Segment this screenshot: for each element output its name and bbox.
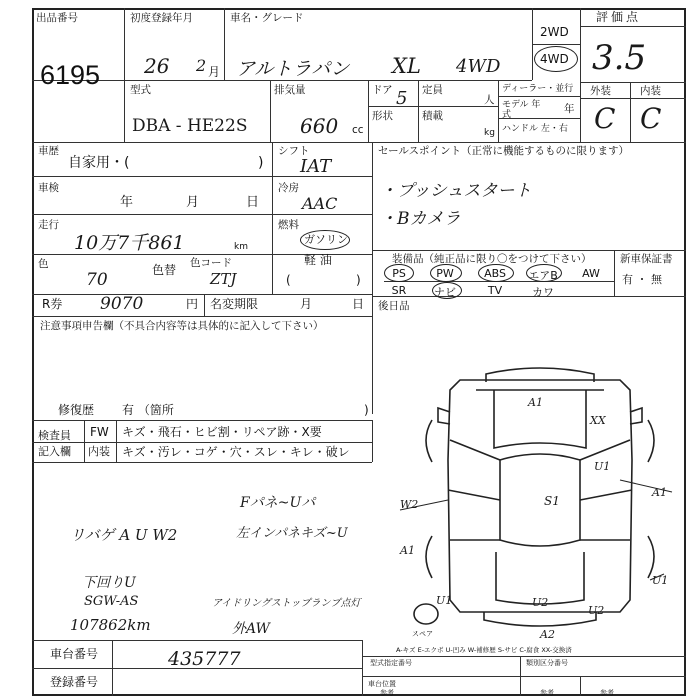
year-unit: 年 [564, 103, 575, 115]
shift: IAT [300, 156, 332, 177]
color: 70 [86, 270, 108, 290]
damage-mark: W2 [400, 498, 419, 511]
equipment-pw: PW [436, 267, 454, 280]
first-reg-label: 初度登録年月 [130, 12, 193, 24]
name-change-label: 名変期限 [210, 297, 259, 311]
exterior-label: 外装 [590, 85, 611, 97]
mileage: 10万7千861 [74, 232, 185, 254]
color-code: ZTJ [210, 270, 237, 288]
chassis-label: 車台位置 [368, 680, 396, 688]
inspection-day: 日 [246, 195, 260, 210]
repair-value: 有 （箇所 [122, 403, 174, 417]
repair-label: 修復歴 [58, 403, 95, 417]
damage-mark: S1 [544, 494, 560, 508]
first-reg-month-unit: 月 [208, 65, 221, 79]
grade: XL [392, 54, 421, 78]
divider [32, 640, 362, 641]
fw-label: FW [90, 425, 109, 439]
ac: AAC [302, 194, 338, 213]
shape-label: 形状 [372, 110, 393, 122]
exterior-grade: C [594, 102, 616, 135]
recycle-label: R券 [42, 297, 63, 311]
handwritten-note: 左インパネキズ~U [236, 526, 348, 541]
name-change-day: 日 [352, 297, 365, 311]
inspector-label: 検査員 記入欄 [38, 429, 71, 458]
model-label: 型式 [130, 84, 151, 96]
damage-mark: A1 [652, 486, 667, 499]
sales-label: セールスポイント（正常に機能するものに限ります） [378, 145, 630, 157]
handwritten-note: SGW-AS [84, 594, 139, 609]
diagram-legend: A-キズ E-エクボ U-凹み W-補修歴 S-サビ C-腐食 XX-交換済 [396, 646, 572, 654]
damage-mark: U2 [588, 604, 605, 617]
name-change-month: 月 [300, 297, 313, 311]
damage-mark: A2 [540, 628, 555, 641]
interior-items: キズ・汚レ・コゲ・穴・スレ・キレ・破レ [122, 445, 350, 459]
car-name-label: 車名・グレード [230, 12, 304, 24]
color-code-label: 色コード [190, 257, 232, 269]
equipment-ps: PS [392, 267, 406, 280]
displacement: 660 [300, 114, 339, 138]
doors-label: ドア [372, 84, 393, 96]
capacity-label: 定員 [422, 84, 443, 96]
handwritten-note: Fパネ~Uパ [240, 495, 316, 511]
interior-label: 内装 [88, 445, 110, 458]
inspection-year: 年 [120, 195, 134, 210]
damage-mark: U1 [436, 594, 453, 607]
fuel-diesel: 軽 油 [304, 253, 332, 267]
equipment-sr: SR [391, 284, 407, 297]
doors: 5 [396, 88, 408, 109]
model-year-label: モデル 年式 [502, 100, 541, 120]
color-label: 色 [38, 258, 49, 270]
handle-label: ハンドル 左・右 [502, 124, 568, 134]
divider [362, 656, 686, 657]
repair-close: ) [364, 403, 369, 417]
displacement-label: 排気量 [274, 84, 306, 96]
ref-label: 参考 [540, 689, 554, 697]
model: DBA - HE22S [132, 116, 248, 136]
divider [580, 676, 581, 696]
warranty-label: 新車保証書 [620, 253, 673, 265]
sales-point-2: ・Bカメラ [380, 209, 461, 229]
divider [362, 676, 686, 677]
notes-label: 注意事項申告欄（不具合内容等は具体的に記入して下さい） [40, 320, 324, 332]
equipment-airbag: エアB [528, 269, 558, 282]
divider [362, 640, 363, 696]
plate-label: 車台番号 [50, 647, 99, 661]
lot-no-label: 出品番号 [36, 12, 78, 24]
handwritten-note: 107862km [70, 616, 151, 634]
drive-2wd: 2WD [540, 25, 569, 39]
type-designation-label: 型式指定番号 [370, 659, 412, 667]
category-label: 類別区分番号 [526, 659, 568, 667]
history-value: 自家用・( [68, 155, 130, 171]
interior-label: 内装 [640, 85, 661, 97]
divider [520, 656, 521, 696]
shift-label: シフト [278, 145, 310, 157]
history-label: 車歴 [38, 145, 59, 157]
equipment-leather: カワ [532, 286, 554, 299]
handwritten-note: 外AW [232, 621, 270, 637]
fuel-open: ( [286, 273, 291, 287]
load-unit: kg [484, 128, 495, 138]
fuel-label: 燃料 [278, 219, 299, 231]
damage-mark: U2 [532, 596, 549, 609]
history-close: ) [258, 155, 264, 171]
damage-mark: A1 [528, 396, 543, 409]
load-label: 積載 [422, 110, 443, 122]
score: 3.5 [592, 38, 647, 78]
repaint-label: 色替 [152, 263, 177, 277]
score-label: 評価点 [596, 10, 642, 24]
car-name: アルトラパン [236, 58, 350, 80]
lot-no: 6195 [40, 60, 101, 90]
aftermarket-label: 後日品 [378, 300, 410, 312]
equipment-aw: AW [582, 267, 600, 280]
ref-label: 参考 [380, 689, 394, 697]
drive-4wd: 4WD [540, 52, 569, 66]
equipment-label: 装備品（純正品に限り〇をつけて下さい） [392, 253, 592, 265]
warranty-value: 有 ・ 無 [622, 273, 662, 286]
fw-items: キズ・飛石・ヒビ割・リペア跡・X要 [122, 425, 322, 439]
dealer-label: ディーラー・並行 [502, 84, 574, 94]
equipment-navi: ナビ [434, 286, 456, 299]
plate-value: 435777 [168, 648, 241, 670]
ref-label: 参考 [600, 689, 614, 697]
recycle-unit: 円 [186, 297, 199, 311]
damage-mark: U1 [594, 460, 611, 473]
mileage-label: 走行 [38, 219, 59, 231]
damage-mark: U1 [652, 574, 669, 587]
handwritten-note: 下回りU [82, 575, 136, 591]
first-reg-month: 2 [196, 56, 207, 75]
divider [112, 640, 113, 696]
damage-mark: XX [590, 414, 606, 427]
inspection-month: 月 [186, 195, 200, 210]
damage-mark: A1 [400, 544, 415, 557]
handwritten-note: リバゲ A U W2 [70, 526, 178, 544]
ac-label: 冷房 [278, 182, 299, 194]
sales-point-1: ・プッシュスタート [380, 181, 532, 201]
interior-grade: C [640, 102, 662, 135]
drive-hw: 4WD [456, 56, 501, 77]
handwritten-note: アイドリングストップランプ点灯 [212, 598, 361, 609]
spare-label: スペア [412, 630, 433, 638]
equipment-abs: ABS [484, 267, 506, 280]
fuel-gasoline: ガソリン [304, 233, 348, 246]
reg-label: 登録番号 [50, 675, 99, 689]
fuel-close: ) [356, 273, 361, 287]
mileage-unit: km [234, 242, 248, 252]
displacement-unit: cc [352, 124, 364, 136]
recycle-value: 9070 [100, 294, 144, 314]
first-reg-year: 26 [144, 54, 170, 78]
equipment-tv: TV [487, 284, 503, 297]
capacity-unit: 人 [484, 94, 495, 106]
inspection-label: 車検 [38, 182, 59, 194]
